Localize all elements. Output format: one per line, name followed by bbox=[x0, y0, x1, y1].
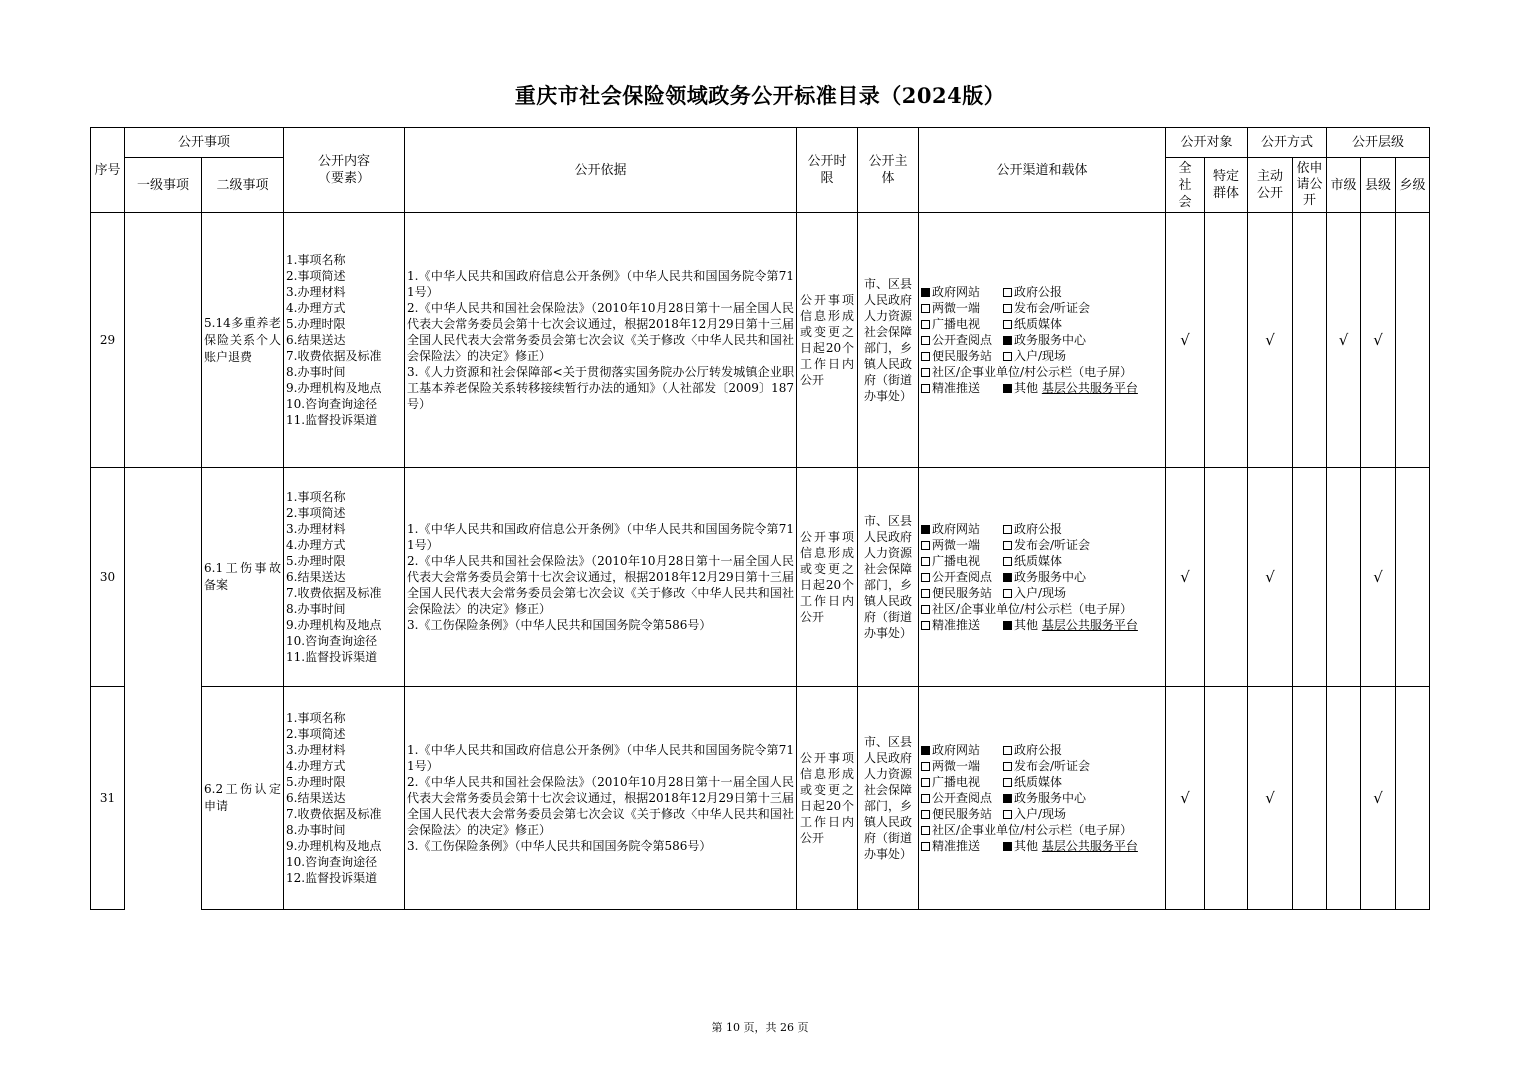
content-item: 8.办事时间 bbox=[286, 602, 346, 616]
unchecked-box-icon bbox=[921, 573, 930, 582]
basis-item: 2.《中华人民共和国社会保险法》（2010年10月28日第十一届全国人民代表大会常务委员会第十七次会议通过，根据2018年12月29日第十三届全国人民代表大会常务委员会第七次会议《关于修改〈中华人民共和国社会保险法〉的决定》修正） bbox=[407, 301, 795, 363]
channel-label: 政府公报 bbox=[1014, 743, 1063, 757]
unchecked-box-icon bbox=[1003, 762, 1012, 771]
channel-label: 发布会/听证会 bbox=[1014, 538, 1091, 552]
row-level1 bbox=[125, 468, 202, 910]
page-footer: 第 10 页，共 26 页 bbox=[711, 1021, 809, 1034]
content-item: 1.事项名称 bbox=[286, 711, 346, 725]
header-tier-town: 乡级 bbox=[1396, 158, 1430, 213]
content-item: 8.办事时间 bbox=[286, 823, 346, 837]
row-content bbox=[284, 468, 405, 687]
row-seq: 29 bbox=[91, 213, 125, 468]
page-title: 重庆市社会保险领域政务公开标准目录（2024版） bbox=[514, 83, 1006, 108]
channel-bulletin bbox=[921, 601, 1132, 617]
channel-label: 其他 bbox=[1014, 618, 1039, 632]
unchecked-box-icon bbox=[1003, 304, 1012, 313]
channel-label: 广播电视 bbox=[932, 317, 981, 331]
channel-gov-gazette bbox=[1003, 742, 1062, 758]
unchecked-box-icon bbox=[1003, 541, 1012, 550]
row-level1 bbox=[125, 213, 202, 468]
channel-label: 纸质媒体 bbox=[1014, 554, 1063, 568]
checked-box-icon bbox=[921, 746, 930, 755]
basis-item: 3.《工伤保险条例》（中华人民共和国国务院令第586号） bbox=[407, 618, 712, 632]
channel-label: 入户/现场 bbox=[1014, 807, 1067, 821]
content-item: 4.办理方式 bbox=[286, 301, 346, 315]
unchecked-box-icon bbox=[921, 826, 930, 835]
content-item: 1.事项名称 bbox=[286, 490, 346, 504]
channel-label: 政府网站 bbox=[932, 522, 981, 536]
channel-label: 政务服务中心 bbox=[1014, 791, 1087, 805]
content-item: 7.收费依据及标准 bbox=[286, 807, 382, 821]
channel-row bbox=[921, 284, 1165, 300]
unchecked-box-icon bbox=[921, 794, 930, 803]
channel-precise bbox=[921, 380, 1003, 396]
content-item: 11.监督投诉渠道 bbox=[286, 650, 378, 664]
header-row-1 bbox=[91, 128, 1430, 158]
content-item: 5.办理时限 bbox=[286, 554, 346, 568]
row-tier-county: √ bbox=[1361, 468, 1396, 687]
channel-tv bbox=[921, 553, 1003, 569]
channel-label: 入户/现场 bbox=[1014, 349, 1067, 363]
content-item: 1.事项名称 bbox=[286, 253, 346, 267]
channel-label: 入户/现场 bbox=[1014, 586, 1067, 600]
checked-box-icon bbox=[1003, 794, 1012, 803]
content-item: 6.结果送达 bbox=[286, 791, 346, 805]
unchecked-box-icon bbox=[1003, 352, 1012, 361]
row-content bbox=[284, 687, 405, 910]
row-method-active: √ bbox=[1248, 687, 1293, 910]
row-subject: 市、区县人民政府人力资源社会保障部门，乡镇人民政府（街道办事处） bbox=[858, 213, 919, 468]
row-tier-city bbox=[1327, 687, 1361, 910]
channel-label: 精准推送 bbox=[932, 618, 981, 632]
row-seq: 31 bbox=[91, 687, 125, 910]
row-level2: 6.1工伤事故备案 bbox=[202, 468, 284, 687]
channel-service-center bbox=[1003, 790, 1086, 806]
header-content bbox=[284, 128, 405, 213]
channel-label: 两微一端 bbox=[932, 759, 981, 773]
channel-two-one bbox=[921, 300, 1003, 316]
channel-paper bbox=[1003, 774, 1062, 790]
unchecked-box-icon bbox=[921, 557, 930, 566]
content-item: 9.办理机构及地点 bbox=[286, 618, 382, 632]
content-item: 3.办理材料 bbox=[286, 522, 346, 536]
channel-paper bbox=[1003, 316, 1062, 332]
content-item: 10.咨询查询途径 bbox=[286, 397, 378, 411]
header-method-request bbox=[1293, 158, 1327, 213]
channel-label: 政府公报 bbox=[1014, 285, 1063, 299]
channel-two-one bbox=[921, 758, 1003, 774]
channel-paper bbox=[1003, 553, 1062, 569]
header-method: 公开方式 bbox=[1248, 128, 1327, 158]
content-item: 3.办理材料 bbox=[286, 285, 346, 299]
row-target-specific bbox=[1205, 468, 1248, 687]
channel-service-station bbox=[921, 585, 1003, 601]
channel-label: 政府网站 bbox=[932, 743, 981, 757]
content-item: 10.咨询查询途径 bbox=[286, 634, 378, 648]
channel-other bbox=[1003, 838, 1138, 854]
channel-gov-gazette bbox=[1003, 521, 1062, 537]
header-subject-text: 公开主体 bbox=[868, 154, 908, 186]
channel-label: 公开查阅点 bbox=[932, 791, 993, 805]
header-tier-county: 县级 bbox=[1361, 158, 1396, 213]
channel-precise bbox=[921, 617, 1003, 633]
content-item: 12.监督投诉渠道 bbox=[286, 871, 378, 885]
channel-gov-site bbox=[921, 521, 1003, 537]
unchecked-box-icon bbox=[921, 842, 930, 851]
channel-service-center bbox=[1003, 332, 1086, 348]
row-tier-town bbox=[1396, 468, 1430, 687]
unchecked-box-icon bbox=[1003, 288, 1012, 297]
unchecked-box-icon bbox=[1003, 746, 1012, 755]
channel-row bbox=[921, 806, 1165, 822]
checked-box-icon bbox=[1003, 336, 1012, 345]
channel-label: 纸质媒体 bbox=[1014, 317, 1063, 331]
channel-label: 政务服务中心 bbox=[1014, 570, 1087, 584]
header-tier-city: 市级 bbox=[1327, 158, 1361, 213]
header-content-text: 公开内容（要素） bbox=[318, 154, 371, 186]
table-row bbox=[91, 468, 1430, 687]
content-item: 5.办理时限 bbox=[286, 775, 346, 789]
row-content bbox=[284, 213, 405, 468]
unchecked-box-icon bbox=[921, 352, 930, 361]
header-level2: 二级事项 bbox=[202, 158, 284, 213]
channel-service-station bbox=[921, 348, 1003, 364]
channel-bulletin bbox=[921, 822, 1132, 838]
header-target-all-text: 全社会 bbox=[1178, 160, 1192, 210]
channel-label: 精准推送 bbox=[932, 381, 981, 395]
channel-label: 其他 bbox=[1014, 839, 1039, 853]
channel-row bbox=[921, 316, 1165, 332]
content-item: 6.结果送达 bbox=[286, 570, 346, 584]
row-subject: 市、区县人民政府人力资源社会保障部门，乡镇人民政府（街道办事处） bbox=[858, 468, 919, 687]
channel-row bbox=[921, 617, 1165, 633]
row-channels bbox=[919, 213, 1166, 468]
channel-row bbox=[921, 838, 1165, 854]
basis-item: 1.《中华人民共和国政府信息公开条例》（中华人民共和国国务院令第711号） bbox=[407, 522, 795, 552]
content-item: 11.监督投诉渠道 bbox=[286, 413, 378, 427]
content-item: 10.咨询查询途径 bbox=[286, 855, 378, 869]
channel-onsite bbox=[1003, 348, 1066, 364]
channel-label: 便民服务站 bbox=[932, 807, 993, 821]
channel-label: 政府网站 bbox=[932, 285, 981, 299]
unchecked-box-icon bbox=[921, 621, 930, 630]
basis-item: 3.《工伤保险条例》（中华人民共和国国务院令第586号） bbox=[407, 839, 712, 853]
row-basis bbox=[405, 213, 797, 468]
header-target-specific bbox=[1205, 158, 1248, 213]
channel-onsite bbox=[1003, 806, 1066, 822]
channel-service-center bbox=[1003, 569, 1086, 585]
channel-label: 政府公报 bbox=[1014, 522, 1063, 536]
row-tier-city: √ bbox=[1327, 213, 1361, 468]
unchecked-box-icon bbox=[921, 589, 930, 598]
channel-row bbox=[921, 332, 1165, 348]
header-target: 公开对象 bbox=[1166, 128, 1248, 158]
channel-row bbox=[921, 822, 1165, 838]
channel-other bbox=[1003, 380, 1138, 396]
content-item: 4.办理方式 bbox=[286, 538, 346, 552]
unchecked-box-icon bbox=[1003, 525, 1012, 534]
header-method-request-text: 依申请公开 bbox=[1296, 161, 1323, 208]
unchecked-box-icon bbox=[921, 810, 930, 819]
unchecked-box-icon bbox=[1003, 810, 1012, 819]
channel-label: 社区/企事业单位/村公示栏（电子屏） bbox=[932, 823, 1133, 837]
channel-label: 政务服务中心 bbox=[1014, 333, 1087, 347]
channel-inquiry bbox=[921, 569, 1003, 585]
unchecked-box-icon bbox=[921, 320, 930, 329]
unchecked-box-icon bbox=[921, 336, 930, 345]
channel-other bbox=[1003, 617, 1138, 633]
checked-box-icon bbox=[1003, 573, 1012, 582]
row-target-specific bbox=[1205, 213, 1248, 468]
header-method-active-text: 主动公开 bbox=[1257, 169, 1284, 201]
channel-two-one bbox=[921, 537, 1003, 553]
row-channels bbox=[919, 468, 1166, 687]
checked-box-icon bbox=[1003, 621, 1012, 630]
channel-row bbox=[921, 774, 1165, 790]
channel-label: 两微一端 bbox=[932, 301, 981, 315]
content-item: 9.办理机构及地点 bbox=[286, 381, 382, 395]
channel-row bbox=[921, 742, 1165, 758]
channel-other-value: 基层公共服务平台 bbox=[1041, 618, 1138, 632]
channel-onsite bbox=[1003, 585, 1066, 601]
header-limit-text: 公开时限 bbox=[807, 154, 847, 186]
channel-row bbox=[921, 758, 1165, 774]
header-basis: 公开依据 bbox=[405, 128, 797, 213]
channel-label: 公开查阅点 bbox=[932, 570, 993, 584]
basis-item: 2.《中华人民共和国社会保险法》（2010年10月28日第十一届全国人民代表大会常务委员会第十七次会议通过，根据2018年12月29日第十三届全国人民代表大会常务委员会第七次会议《关于修改〈中华人民共和国社会保险法〉的决定》修正） bbox=[407, 554, 795, 616]
channel-label: 公开查阅点 bbox=[932, 333, 993, 347]
row-method-active: √ bbox=[1248, 213, 1293, 468]
unchecked-box-icon bbox=[921, 384, 930, 393]
row-method-request bbox=[1293, 687, 1327, 910]
basis-item: 1.《中华人民共和国政府信息公开条例》（中华人民共和国国务院令第711号） bbox=[407, 269, 795, 299]
header-limit bbox=[797, 128, 858, 213]
header-matter: 公开事项 bbox=[125, 128, 284, 158]
row-tier-county: √ bbox=[1361, 213, 1396, 468]
row-target-all: √ bbox=[1166, 687, 1205, 910]
channel-tv bbox=[921, 316, 1003, 332]
channel-row bbox=[921, 601, 1165, 617]
header-level1: 一级事项 bbox=[125, 158, 202, 213]
channel-row bbox=[921, 364, 1165, 380]
header-target-all bbox=[1166, 158, 1205, 213]
content-item: 2.事项简述 bbox=[286, 269, 346, 283]
basis-item: 2.《中华人民共和国社会保险法》（2010年10月28日第十一届全国人民代表大会常务委员会第十七次会议通过，根据2018年12月29日第十三届全国人民代表大会常务委员会第七次会议《关于修改〈中华人民共和国社会保险法〉的决定》修正） bbox=[407, 775, 795, 837]
content-item: 7.收费依据及标准 bbox=[286, 349, 382, 363]
channel-label: 发布会/听证会 bbox=[1014, 759, 1091, 773]
checked-box-icon bbox=[921, 288, 930, 297]
channel-label: 便民服务站 bbox=[932, 586, 993, 600]
channel-label: 其他 bbox=[1014, 381, 1039, 395]
row-method-request bbox=[1293, 213, 1327, 468]
channel-press bbox=[1003, 300, 1090, 316]
channel-bulletin bbox=[921, 364, 1132, 380]
channel-row bbox=[921, 569, 1165, 585]
header-seq: 序号 bbox=[91, 128, 125, 213]
channel-service-station bbox=[921, 806, 1003, 822]
unchecked-box-icon bbox=[921, 778, 930, 787]
channel-tv bbox=[921, 774, 1003, 790]
row-basis bbox=[405, 687, 797, 910]
row-level2: 5.14多重养老保险关系个人账户退费 bbox=[202, 213, 284, 468]
channel-label: 精准推送 bbox=[932, 839, 981, 853]
row-tier-town bbox=[1396, 687, 1430, 910]
row-target-all: √ bbox=[1166, 213, 1205, 468]
content-item: 7.收费依据及标准 bbox=[286, 586, 382, 600]
unchecked-box-icon bbox=[921, 304, 930, 313]
unchecked-box-icon bbox=[1003, 320, 1012, 329]
row-tier-county: √ bbox=[1361, 687, 1396, 910]
row-method-active: √ bbox=[1248, 468, 1293, 687]
row-tier-city bbox=[1327, 468, 1361, 687]
channel-row bbox=[921, 521, 1165, 537]
checked-box-icon bbox=[921, 525, 930, 534]
content-item: 2.事项简述 bbox=[286, 727, 346, 741]
table-row bbox=[91, 687, 1430, 910]
unchecked-box-icon bbox=[921, 541, 930, 550]
channel-inquiry bbox=[921, 332, 1003, 348]
channel-row bbox=[921, 537, 1165, 553]
row-target-all: √ bbox=[1166, 468, 1205, 687]
header-tier: 公开层级 bbox=[1327, 128, 1430, 158]
basis-item: 3.《人力资源和社会保障部<关于贯彻落实国务院办公厅转发城镇企业职工基本养老保险关系转移接续暂行办法的通知》（人社部发〔2009〕187号） bbox=[407, 365, 795, 411]
channel-row bbox=[921, 553, 1165, 569]
row-tier-town bbox=[1396, 213, 1430, 468]
channel-other-value: 基层公共服务平台 bbox=[1041, 381, 1138, 395]
header-target-specific-text: 特定群体 bbox=[1213, 169, 1240, 201]
unchecked-box-icon bbox=[1003, 589, 1012, 598]
channel-label: 两微一端 bbox=[932, 538, 981, 552]
channel-row bbox=[921, 300, 1165, 316]
channel-row bbox=[921, 348, 1165, 364]
content-item: 4.办理方式 bbox=[286, 759, 346, 773]
content-item: 6.结果送达 bbox=[286, 333, 346, 347]
channel-label: 社区/企事业单位/村公示栏（电子屏） bbox=[932, 365, 1133, 379]
channel-label: 纸质媒体 bbox=[1014, 775, 1063, 789]
content-item: 2.事项简述 bbox=[286, 506, 346, 520]
channel-gov-site bbox=[921, 742, 1003, 758]
row-limit: 公开事项信息形成或变更之日起20个工作日内公开 bbox=[797, 687, 858, 910]
channel-row bbox=[921, 380, 1165, 396]
row-limit: 公开事项信息形成或变更之日起20个工作日内公开 bbox=[797, 213, 858, 468]
row-seq: 30 bbox=[91, 468, 125, 687]
row-level2: 6.2工伤认定申请 bbox=[202, 687, 284, 910]
channel-gov-site bbox=[921, 284, 1003, 300]
header-method-active bbox=[1248, 158, 1293, 213]
channel-row bbox=[921, 585, 1165, 601]
channel-label: 发布会/听证会 bbox=[1014, 301, 1091, 315]
row-subject: 市、区县人民政府人力资源社会保障部门，乡镇人民政府（街道办事处） bbox=[858, 687, 919, 910]
channel-press bbox=[1003, 758, 1090, 774]
channel-other-value: 基层公共服务平台 bbox=[1041, 839, 1138, 853]
row-limit: 公开事项信息形成或变更之日起20个工作日内公开 bbox=[797, 468, 858, 687]
content-item: 8.办事时间 bbox=[286, 365, 346, 379]
unchecked-box-icon bbox=[921, 762, 930, 771]
checked-box-icon bbox=[1003, 384, 1012, 393]
channel-precise bbox=[921, 838, 1003, 854]
row-target-specific bbox=[1205, 687, 1248, 910]
channel-gov-gazette bbox=[1003, 284, 1062, 300]
unchecked-box-icon bbox=[1003, 557, 1012, 566]
channel-label: 社区/企事业单位/村公示栏（电子屏） bbox=[932, 602, 1133, 616]
row-basis bbox=[405, 468, 797, 687]
row-channels bbox=[919, 687, 1166, 910]
channel-inquiry bbox=[921, 790, 1003, 806]
channel-label: 便民服务站 bbox=[932, 349, 993, 363]
content-item: 5.办理时限 bbox=[286, 317, 346, 331]
unchecked-box-icon bbox=[921, 368, 930, 377]
basis-item: 1.《中华人民共和国政府信息公开条例》（中华人民共和国国务院令第711号） bbox=[407, 743, 795, 773]
content-item: 9.办理机构及地点 bbox=[286, 839, 382, 853]
channel-press bbox=[1003, 537, 1090, 553]
unchecked-box-icon bbox=[1003, 778, 1012, 787]
header-channel: 公开渠道和载体 bbox=[919, 128, 1166, 213]
row-method-request bbox=[1293, 468, 1327, 687]
checked-box-icon bbox=[1003, 842, 1012, 851]
catalog-table bbox=[90, 127, 1430, 910]
header-subject bbox=[858, 128, 919, 213]
content-item: 3.办理材料 bbox=[286, 743, 346, 757]
unchecked-box-icon bbox=[921, 605, 930, 614]
channel-label: 广播电视 bbox=[932, 554, 981, 568]
table-row bbox=[91, 213, 1430, 468]
channel-row bbox=[921, 790, 1165, 806]
channel-label: 广播电视 bbox=[932, 775, 981, 789]
